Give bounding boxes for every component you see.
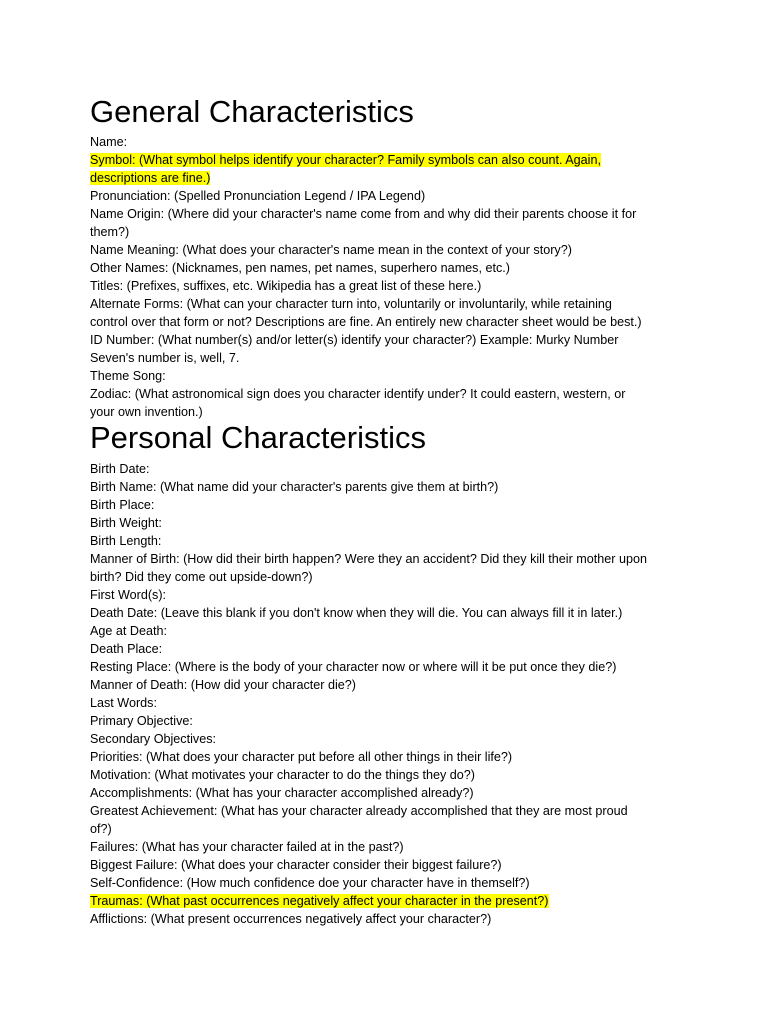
line-text: Motivation: (What motivates your character to do the things they do?) <box>90 768 475 782</box>
document-line <box>90 730 680 748</box>
document-line <box>90 385 680 403</box>
document-line <box>90 514 680 532</box>
line-text: Titles: (Prefixes, suffixes, etc. Wikipedia has a great list of these here.) <box>90 279 482 293</box>
document-line <box>90 694 680 712</box>
document-line <box>90 802 680 820</box>
document-line <box>90 550 680 568</box>
document-line <box>90 874 680 892</box>
highlighted-text: Symbol: (What symbol helps identify your character? Family symbols can also count. Again, <box>90 153 601 167</box>
document-line <box>90 169 680 187</box>
line-text: Biggest Failure: (What does your character consider their biggest failure?) <box>90 858 502 872</box>
line-text: Last Words: <box>90 696 157 710</box>
line-text: Pronunciation: (Spelled Pronunciation Legend / IPA Legend) <box>90 189 426 203</box>
line-text: Manner of Death: (How did your character die?) <box>90 678 356 692</box>
line-text: Death Place: <box>90 642 163 656</box>
document-line <box>90 658 680 676</box>
document-line <box>90 766 680 784</box>
line-text: Afflictions: (What present occurrences negatively affect your character?) <box>90 912 492 926</box>
document-line <box>90 784 680 802</box>
document-line <box>90 604 680 622</box>
line-text: First Word(s): <box>90 588 167 602</box>
line-text: Self-Confidence: (How much confidence doe your character have in themself?) <box>90 876 530 890</box>
document-line <box>90 748 680 766</box>
document-line <box>90 910 680 928</box>
document-line <box>90 622 680 640</box>
section-heading-personal: Personal Characteristics <box>90 420 426 455</box>
document-line <box>90 820 680 838</box>
document-line <box>90 205 680 223</box>
line-text: Birth Name: (What name did your character's parents give them at birth?) <box>90 480 499 494</box>
document-line <box>90 532 680 550</box>
line-text: Accomplishments: (What has your character accomplished already?) <box>90 786 474 800</box>
document-line <box>90 496 680 514</box>
line-text: Death Date: (Leave this blank if you don't know when they will die. You can always fill it in later.) <box>90 606 623 620</box>
section-heading-general: General Characteristics <box>90 94 414 129</box>
line-text: Seven's number is, well, 7. <box>90 351 240 365</box>
general-characteristics-list <box>90 133 680 421</box>
document-line <box>90 313 680 331</box>
document-line <box>90 568 680 586</box>
personal-characteristics-list <box>90 460 680 928</box>
line-text: of?) <box>90 822 112 836</box>
line-text: Alternate Forms: (What can your character turn into, voluntarily or involuntarily, while retaining <box>90 297 612 311</box>
document-line <box>90 187 680 205</box>
line-text: Birth Weight: <box>90 516 162 530</box>
line-text: Name: <box>90 135 128 149</box>
document-line <box>90 151 680 169</box>
document-line <box>90 331 680 349</box>
line-text: Secondary Objectives: <box>90 732 216 746</box>
document-line <box>90 241 680 259</box>
line-text: Zodiac: (What astronomical sign does you character identify under? It could eastern, western, or <box>90 387 626 401</box>
line-text: Priorities: (What does your character put before all other things in their life?) <box>90 750 513 764</box>
document-line <box>90 640 680 658</box>
line-text: Theme Song: <box>90 369 166 383</box>
document-line <box>90 223 680 241</box>
document-line <box>90 856 680 874</box>
line-text: Name Meaning: (What does your character's name mean in the context of your story?) <box>90 243 572 257</box>
document-line <box>90 349 680 367</box>
document-line <box>90 367 680 385</box>
document-line <box>90 892 680 910</box>
highlighted-text: Traumas: (What past occurrences negatively affect your character in the present?) <box>90 894 549 908</box>
line-text: Failures: (What has your character failed at in the past?) <box>90 840 404 854</box>
document-line <box>90 295 680 313</box>
line-text: Primary Objective: <box>90 714 193 728</box>
document-line <box>90 586 680 604</box>
line-text: Name Origin: (Where did your character's name come from and why did their parents choose it for <box>90 207 637 221</box>
document-line <box>90 259 680 277</box>
line-text: Manner of Birth: (How did their birth happen? Were they an accident? Did they kill their mother upon <box>90 552 647 566</box>
document-line <box>90 460 680 478</box>
line-text: ID Number: (What number(s) and/or letter(s) identify your character?) Example: Murky Number <box>90 333 619 347</box>
document-line <box>90 403 680 421</box>
line-text: your own invention.) <box>90 405 203 419</box>
document-line <box>90 133 680 151</box>
line-text: Other Names: (Nicknames, pen names, pet names, superhero names, etc.) <box>90 261 510 275</box>
line-text: control over that form or not? Descriptions are fine. An entirely new character sheet would be best.) <box>90 315 642 329</box>
line-text: Birth Length: <box>90 534 162 548</box>
line-text: Greatest Achievement: (What has your character already accomplished that they are most proud <box>90 804 628 818</box>
document-line <box>90 712 680 730</box>
document-line <box>90 838 680 856</box>
line-text: them?) <box>90 225 130 239</box>
highlighted-text: descriptions are fine.) <box>90 171 211 185</box>
line-text: birth? Did they come out upside-down?) <box>90 570 313 584</box>
line-text: Birth Date: <box>90 462 150 476</box>
line-text: Resting Place: (Where is the body of your character now or where will it be put once they die?) <box>90 660 617 674</box>
line-text: Age at Death: <box>90 624 168 638</box>
line-text: Birth Place: <box>90 498 155 512</box>
document-line <box>90 277 680 295</box>
document-line <box>90 478 680 496</box>
document-line <box>90 676 680 694</box>
